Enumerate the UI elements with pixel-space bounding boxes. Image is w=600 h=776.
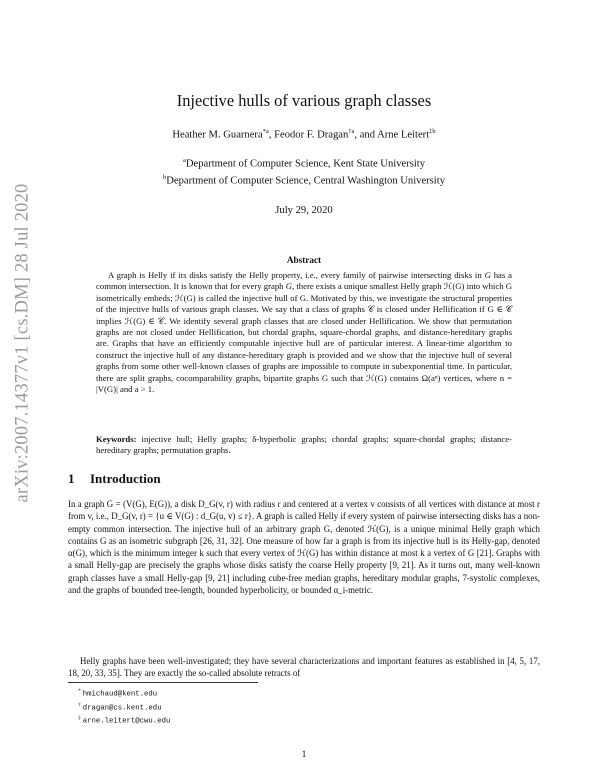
arxiv-stamp: [6, 118, 40, 568]
section-title: Introduction: [90, 471, 161, 486]
body-paragraph: Helly graphs have been well-investigated; they have several characterizations and important features as established in [4, 5, 17, 18, 20, 33, 35]. They are exactly the so-called absolute retracts of: [68, 656, 540, 679]
paper-title: Injective hulls of various graph classes: [176, 91, 432, 110]
affiliation: $^a$Department of Computer Science, Kent State University: [182, 157, 426, 170]
arxiv-stamp-text: arXiv:2007.14377v1 [cs.DM] 28 Jul 2020: [12, 183, 33, 503]
keywords-text: injective hull; Helly graphs; δ-hyperbolic graphs; chordal graphs; square-chordal graphs; distance-hereditary graphs; permutation graphs.: [96, 434, 513, 456]
author-list: Heather M. Guarnera$^{*a}$, Feodor F. Dragan$^{\dagger a}$, and Arne Leitert$^{\ddagger b}$: [172, 128, 436, 141]
author-name: Feodor F. Dragan: [274, 129, 349, 141]
paper-date: July 29, 2020: [275, 205, 333, 216]
author-mark: ‡b: [429, 128, 436, 135]
footnote-email[interactable]: dragan@cs.kent.edu: [82, 704, 162, 713]
author-name: Arne Leitert: [377, 129, 430, 141]
author-mark: †a: [348, 128, 355, 135]
footnote-email[interactable]: hmichaud@kent.edu: [82, 690, 158, 699]
footnote-email[interactable]: arne.leitert@cwu.edu: [82, 717, 171, 726]
affiliation-list: [68, 154, 540, 188]
footnote: ‡ arne.leitert@cwu.edu: [78, 715, 171, 726]
footnote: † dragan@cs.kent.edu: [78, 701, 162, 713]
keywords-label: Keywords:: [96, 434, 137, 444]
keywords: [96, 434, 512, 457]
section-number: 1: [68, 471, 75, 486]
body-paragraph: In a graph G = (V(G), E(G)), a disk D_G(v, r) with radius r and centered at a vertex v consists of all vertices with distance at most r from v, i.e., D_G(v, r) = {u ∈ V(G) : d_G(u, v) ≤ r}. A graph is called Helly if every system of pairwise intersecting disks has a non-empty common intersection. The injective hull of an arbitrary graph G, denoted ℋ(G), is a unique minimal Helly graph which contains G as an isometric subgraph [26, 31, 32]. One measure of how far a graph is from its injective hull is its Helly-gap, denoted α(G), which is the minimum integer k such that every vertex of ℋ(G) has within distance at most k a vertex of G [21]. Graphs with a small Helly-gap are precisely the graphs whose disks satisfy the coarse Helly property [9, 21]. As it turns out, many well-known graph classes have a small Helly-gap [9, 21] including cube-free median graphs, hereditary modular graphs, 7-systolic complexes, and the graphs of bounded tree-length, bounded hyperbolicity, or bounded α_i-metric.: [68, 499, 540, 595]
footnote-rule: [68, 682, 258, 683]
abstract-text: A graph is Helly if its disks satisfy the Helly property, i.e., every family of pairwise intersecting disks in G has a common intersection. It is known that for every graph G, there exists a unique smallest Helly graph ℋ(G) into which G isometrically embeds; ℋ(G) is called the injective hull of G. Motivated by this, we investigate the structural properties of the injective hulls of various graph classes. We say that a class of graphs 𝒞 is closed under Hellification if G ∈ 𝒞 implies ℋ(G) ∈ 𝒞. We identify several graph classes that are closed under Hellification. We show that permutation graphs are not closed under Hellification, but chordal graphs, square-chordal graphs, and distance-hereditary graphs are. Graphs that have an efficiently computable injective hull are of particular interest. A linear-time algorithm to construct the injective hull of any distance-hereditary graph is provided and we show that the injective hull of several graphs from some other well-known classes of graphs are impossible to compute in subexponential time. In particular, there are split graphs, cocomparability graphs, bipartite graphs G such that ℋ(G) contains Ω(aⁿ) vertices, where n = |V(G)| and a > 1.: [96, 270, 512, 395]
footnote-list: [78, 686, 170, 727]
abstract-heading: Abstract: [286, 255, 322, 265]
affiliation: $^b$Department of Computer Science, Central Washington University: [163, 174, 445, 187]
section-heading: [68, 471, 161, 487]
author-name: Heather M. Guarnera: [172, 129, 263, 141]
page-number: 1: [301, 750, 307, 760]
author-mark: *a: [262, 128, 269, 135]
footnote: * hmichaud@kent.edu: [78, 688, 158, 699]
